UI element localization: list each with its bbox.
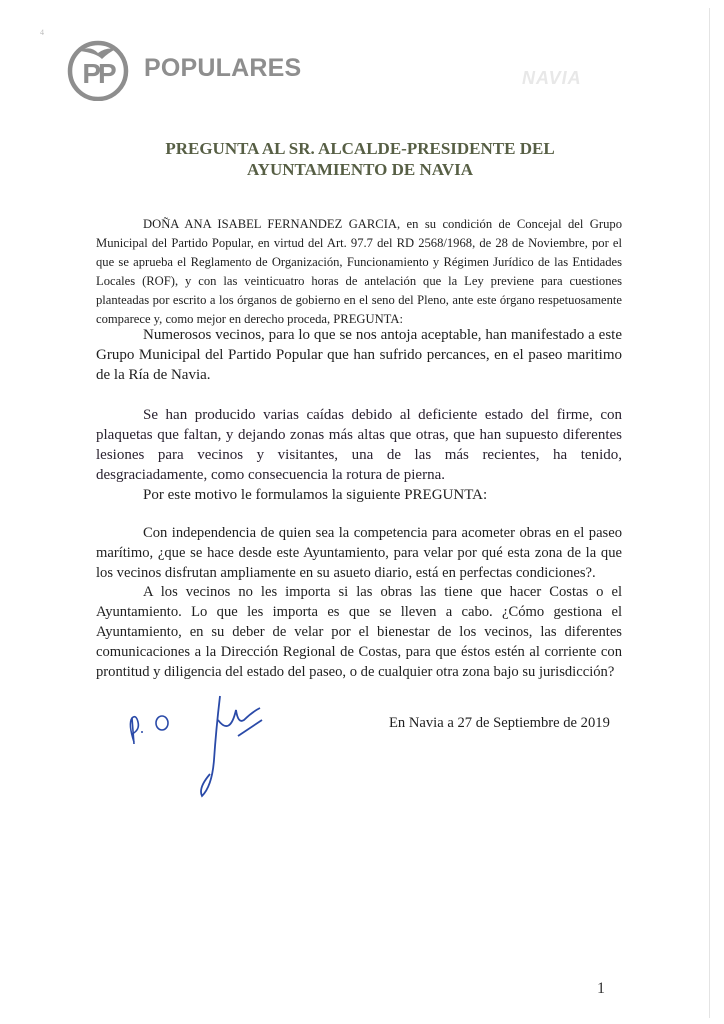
paragraph-intro-text: DOÑA ANA ISABEL FERNANDEZ GARCIA, en su condición de Concejal del Grupo Municipal del Partido Popular, en virtud del Art. 97.7 del RD 2568/1968, de 28 de Noviembre, por el que se aprueba el Reglamento de Organización, Funcionamiento y Régimen Jurídico de las Entidades Locales (ROF), y con las veinticuatro horas de antelación que la Ley previene para cuestiones planteadas por escrito a los órganos de gobierno en el seno del Pleno, ante este órgano respetuosamente comparece y, como mejor en derecho proceda, PREGUNTA:: [96, 217, 622, 326]
paragraph-intro: [96, 215, 622, 329]
paragraph-complaint-text: Numerosos vecinos, para lo que se nos antoja aceptable, han manifestado a este Grupo Municipal del Partido Popular que han sufrido percances, en el paseo maritimo de la Ría de Navia.: [96, 327, 622, 383]
paragraph-complaint: [96, 325, 622, 385]
municipality-mark: NAVIA: [522, 68, 582, 88]
signature-icon: [120, 690, 300, 800]
paragraph-question-intro-text: Por este motivo le formulamos la siguiente PREGUNTA:: [143, 487, 488, 503]
date-line: En Navia a 27 de Septiembre de 2019: [389, 715, 610, 731]
paragraph-question-1-text: Con independencia de quien sea la competencia para acometer obras en el paseo marítimo, ¿que se hace desde este Ayuntamiento, para velar por qué esta zona de la que los vecinos disfrutan ampliamente en su asueto diario, está en perfectas condiciones?.: [96, 525, 622, 581]
paragraph-question-1: [96, 523, 622, 583]
page-edge-line: [709, 8, 710, 1018]
title-line-2: AYUNTAMIENTO DE NAVIA: [246, 160, 474, 179]
paragraph-incidents-text: Se han producido varias caídas debido al deficiente estado del firme, con plaquetas que faltan, y dejando zonas más altas que otras, que han supuesto diferentes lesiones para vecinos y visitantes, una de las más recientes, ha tenido, desgraciadamente, como consecuencia la rotura de pierna.: [96, 407, 622, 483]
paragraph-question-intro: [96, 485, 622, 505]
svg-text:PP: PP: [82, 58, 114, 89]
title-line-1: PREGUNTA AL SR. ALCALDE-PRESIDENTE DEL: [165, 139, 555, 158]
corner-mark: 4: [40, 28, 44, 37]
document-title: [100, 138, 620, 180]
paragraph-question-2: [96, 582, 622, 682]
paragraph-question-2-text: A los vecinos no les importa si las obras las tiene que hacer Costas o el Ayuntamiento. Lo que les importa es que se lleven a cabo. ¿Cómo gestiona el Ayuntamiento, en su deber de velar por el bienestar de los vecinos, las diferentes comunicaciones a la Dirección Regional de Costas, para que éstos estén al corriente con prontitud y diligencia del estado del paseo, o de cualquier otra zona bajo su jurisdicción?: [96, 584, 622, 680]
brand-name: POPULARES: [144, 54, 302, 82]
pp-logo-icon: [66, 37, 130, 101]
paragraph-incidents: [96, 405, 622, 485]
page-number: 1: [597, 980, 605, 997]
